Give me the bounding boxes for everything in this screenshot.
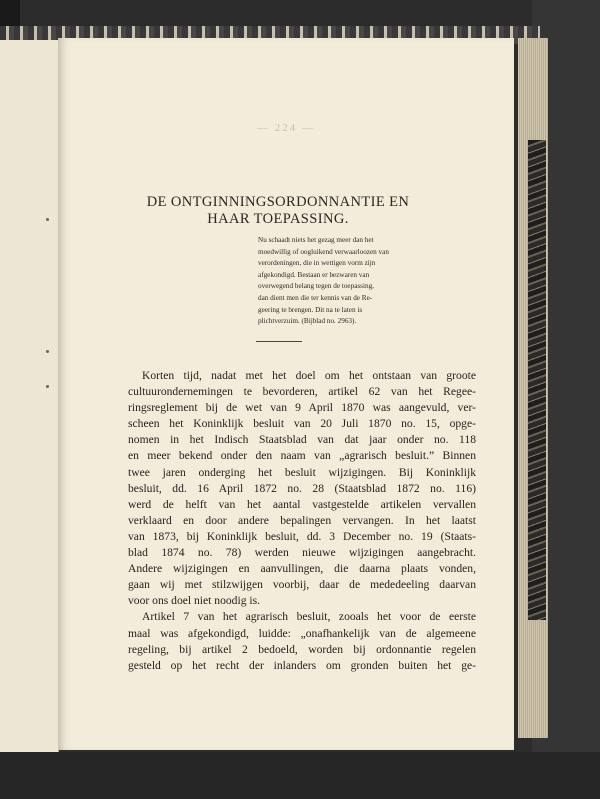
body-line: twee jaren onderging het besluit wijzigingen. Bij Koninklijk (128, 465, 476, 479)
book-page (58, 38, 514, 750)
body-line: Korten tijd, nadat met het doel om het ontstaan van groote (142, 369, 476, 382)
margin-mark (46, 385, 49, 388)
left-page (0, 40, 59, 752)
title-line: DE ONTGINNINGSORDONNANTIE EN (146, 194, 410, 210)
body-line: regeling, bij artikel 2 bedoeld, worden bij ordonnantie regelen (128, 642, 476, 656)
epigraph-line: dan dient men die ter kennis van de Re- (258, 293, 373, 302)
body-line: scheen het Koninklijk besluit van 20 Juli 1870 no. 15, opge- (128, 417, 476, 431)
body-line: Artikel 7 van het agrarisch besluit, zooals het voor de eerste (142, 610, 476, 624)
body-line: nomen in het Indisch Staatsblad van dat jaar onder no. 118 (128, 433, 476, 447)
body-line: besluit, dd. 16 April 1872 no. 28 (Staatsblad 1872 no. 116) (128, 481, 476, 495)
body-line: verklaard en door andere bepalingen vervangen. In het laatst (128, 513, 476, 527)
epigraph (258, 235, 422, 328)
epigraph-line: overwegend belang tegen de toepassing, (258, 282, 374, 291)
body-line: maal was afgekondigd, luidde: „onafhankelijk van de algemeene (128, 626, 476, 640)
epigraph-line: verordeningen, die in wettigen vorm zijn (258, 259, 376, 268)
body-line: ringsreglement bij de wet van 9 April 1870 was aangevuld, ver- (128, 401, 476, 415)
body-line: cultuurondernemingen te bevorderen, artikel 62 van het Regee- (128, 385, 476, 399)
chapter-title (128, 194, 428, 228)
epigraph-line: Nu schaadt niets het gezag meer dan het (258, 236, 374, 244)
body-line: werd de helft van het aantal vastgestelde artikelen vervallen (128, 497, 476, 511)
epigraph-line: afgekondigd. Bestaan er bezwaren van (258, 270, 370, 279)
title-line: HAAR TOEPASSING. (207, 211, 349, 227)
epigraph-line: moedwillig of oogluikend verwaarloozen van (258, 247, 389, 256)
body-line: gaan wij met stilzwijgen voorbij, daar de mededeeling daarvan (128, 578, 476, 592)
body-line: en meer bekend onder den naam van „agrarisch besluit.” Binnen (128, 449, 476, 463)
section-divider (256, 341, 302, 342)
body-line: blad 1874 no. 78) werden nieuwe wijzigingen aangebracht. (128, 546, 476, 560)
body-line: voor ons doel niet noodig is. (128, 594, 261, 608)
marbled-cover (528, 140, 546, 620)
body-line: gesteld op het recht der inlanders om gronden buiten het ge- (128, 658, 476, 672)
margin-mark (46, 350, 49, 353)
epigraph-line: geering te brengen. Dit na te laten is (258, 305, 363, 314)
body-line: van 1873, bij Koninklijk besluit, dd. 3 December no. 19 (Staats- (128, 529, 476, 543)
margin-mark (46, 218, 49, 221)
body-line: Andere wijzigingen en aanvullingen, die daarna plaats vonden, (128, 562, 476, 576)
epigraph-line: plichtverzuim. (Bijblad no. 2963). (258, 317, 357, 326)
background-bottom (0, 752, 600, 799)
page-number: — 224 — (257, 122, 315, 134)
body-text (128, 368, 476, 674)
